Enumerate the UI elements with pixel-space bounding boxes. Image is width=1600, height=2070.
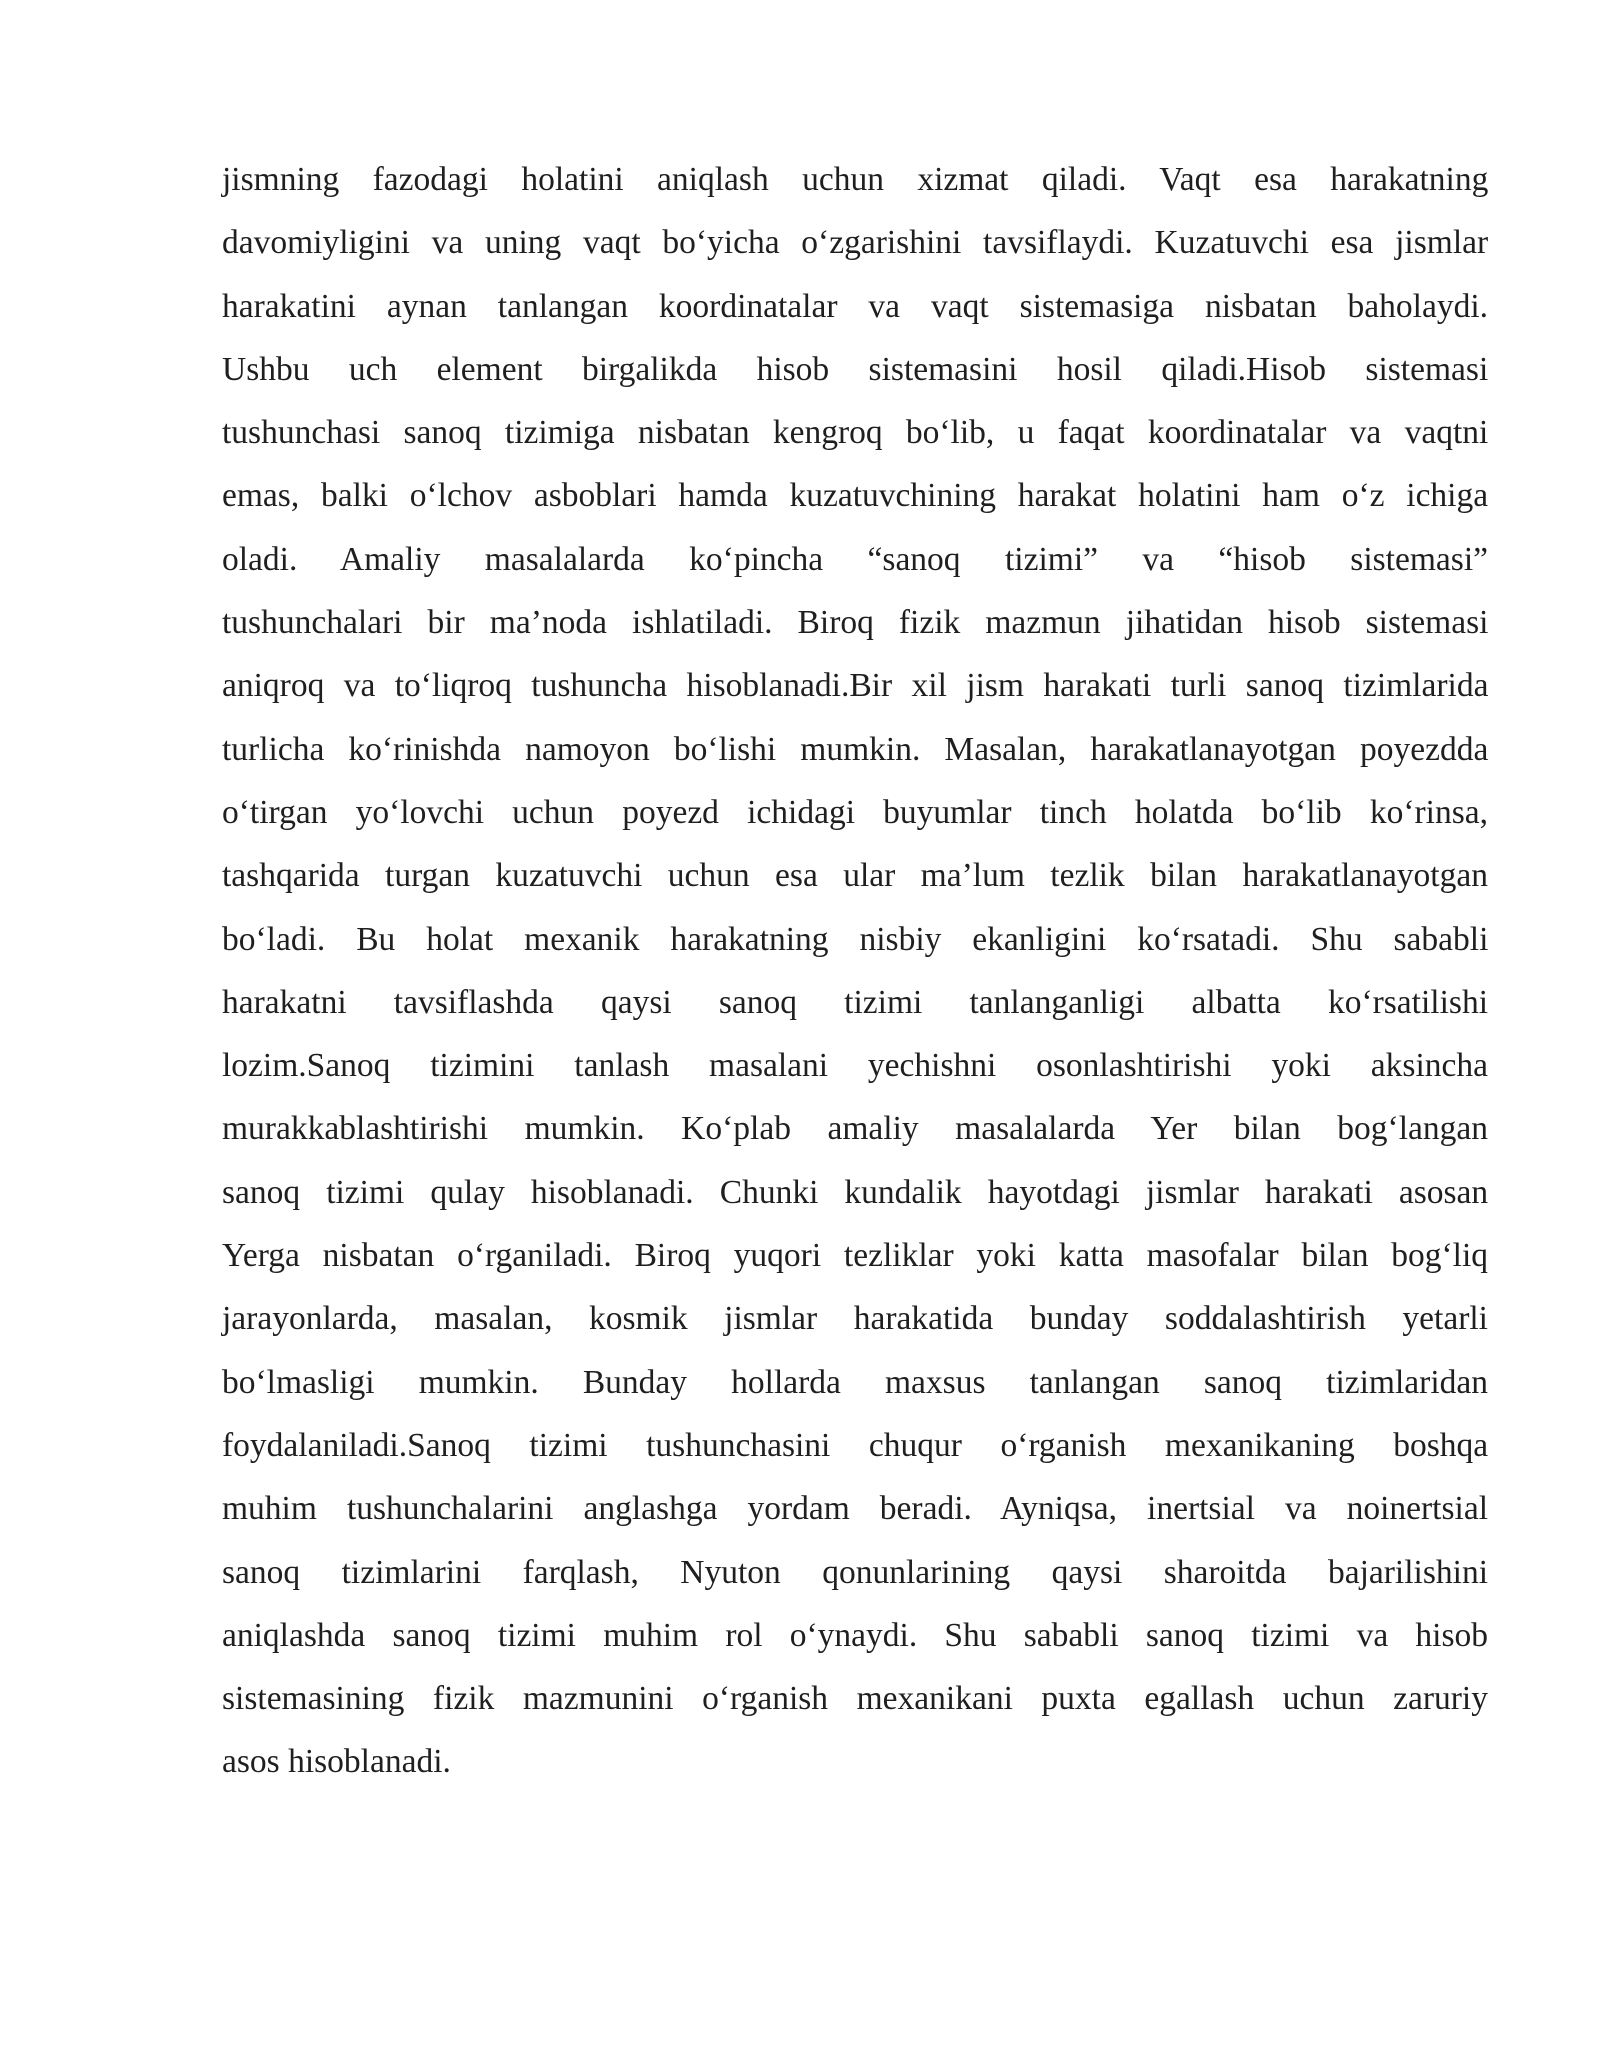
paragraph-line: tashqarida turgan kuzatuvchi uchun esa ular ma’lum tezlik bilan harakatlanayotgan — [222, 857, 1488, 895]
paragraph-line: o‘tirgan yo‘lovchi uchun poyezd ichidagi buyumlar tinch holatda bo‘lib ko‘rinsa, — [222, 793, 1488, 831]
paragraph-line: harakatini aynan tanlangan koordinatalar va vaqt sistemasiga nisbatan baholaydi. — [222, 287, 1488, 325]
paragraph-line: Yerga nisbatan o‘rganiladi. Biroq yuqori tezliklar yoki katta masofalar bilan bog‘liq — [222, 1237, 1489, 1275]
paragraph-line: foydalaniladi.Sanoq tizimi tushunchasini chuqur o‘rganish mexanikaning boshqa — [222, 1426, 1489, 1464]
paragraph-line: jismning fazodagi holatini aniqlash uchun xizmat qiladi. Vaqt esa harakatning — [222, 161, 1489, 198]
body-paragraph — [222, 148, 1488, 1794]
paragraph-line: bo‘lmasligi mumkin. Bunday hollarda maxsus tanlangan sanoq tizimlaridan — [222, 1363, 1488, 1401]
paragraph-line: bo‘ladi. Bu holat mexanik harakatning nisbiy ekanligini ko‘rsatadi. Shu sababli — [222, 920, 1489, 958]
paragraph-line: muhim tushunchalarini anglashga yordam beradi. Ayniqsa, inertsial va noinertsial — [222, 1490, 1488, 1528]
paragraph-line: jarayonlarda, masalan, kosmik jismlar harakatida bunday soddalashtirish yetarli — [222, 1300, 1488, 1338]
paragraph-line: turlicha ko‘rinishda namoyon bo‘lishi mumkin. Masalan, harakatlanayotgan poyezdda — [222, 730, 1489, 768]
paragraph-line: aniqlashda sanoq tizimi muhim rol o‘ynaydi. Shu sababli sanoq tizimi va hisob — [222, 1616, 1488, 1654]
paragraph-line: oladi. Amaliy masalalarda ko‘pincha “sanoq tizimi” va “hisob sistemasi” — [222, 540, 1488, 578]
paragraph-line: tushunchasi sanoq tizimiga nisbatan kengroq bo‘lib, u faqat koordinatalar va vaqtni — [222, 414, 1489, 452]
paragraph-line: emas, balki o‘lchov asboblari hamda kuzatuvchining harakat holatini ham o‘z ichiga — [222, 477, 1489, 515]
paragraph-line: sanoq tizimi qulay hisoblanadi. Chunki kundalik hayotdagi jismlar harakati asosan — [222, 1173, 1489, 1211]
paragraph-line: harakatni tavsiflashda qaysi sanoq tizimi tanlanganligi albatta ko‘rsatilishi — [222, 983, 1488, 1021]
paragraph-line: sistemasining fizik mazmunini o‘rganish mexanikani puxta egallash uchun zaruriy — [222, 1680, 1488, 1718]
paragraph-line: Ushbu uch element birgalikda hisob sistemasini hosil qiladi.Hisob sistemasi — [222, 350, 1489, 388]
paragraph-last-line: asos hisoblanadi. — [222, 1743, 451, 1781]
paragraph-line: aniqroq va to‘liqroq tushuncha hisoblanadi.Bir xil jism harakati turli sanoq tizimlarida — [222, 667, 1489, 705]
paragraph-line: sanoq tizimlarini farqlash, Nyuton qonunlarining qaysi sharoitda bajarilishini — [222, 1553, 1488, 1591]
paragraph-line: lozim.Sanoq tizimini tanlash masalani yechishni osonlashtirishi yoki aksincha — [222, 1047, 1488, 1085]
paragraph-line: tushunchalari bir ma’noda ishlatiladi. Biroq fizik mazmun jihatidan hisob sistemasi — [222, 604, 1489, 642]
paragraph-line: davomiyligini va uning vaqt bo‘yicha o‘zgarishini tavsiflaydi. Kuzatuvchi esa jismlar — [222, 224, 1489, 262]
paragraph-line: murakkablashtirishi mumkin. Ko‘plab amaliy masalalarda Yer bilan bog‘langan — [222, 1110, 1488, 1148]
